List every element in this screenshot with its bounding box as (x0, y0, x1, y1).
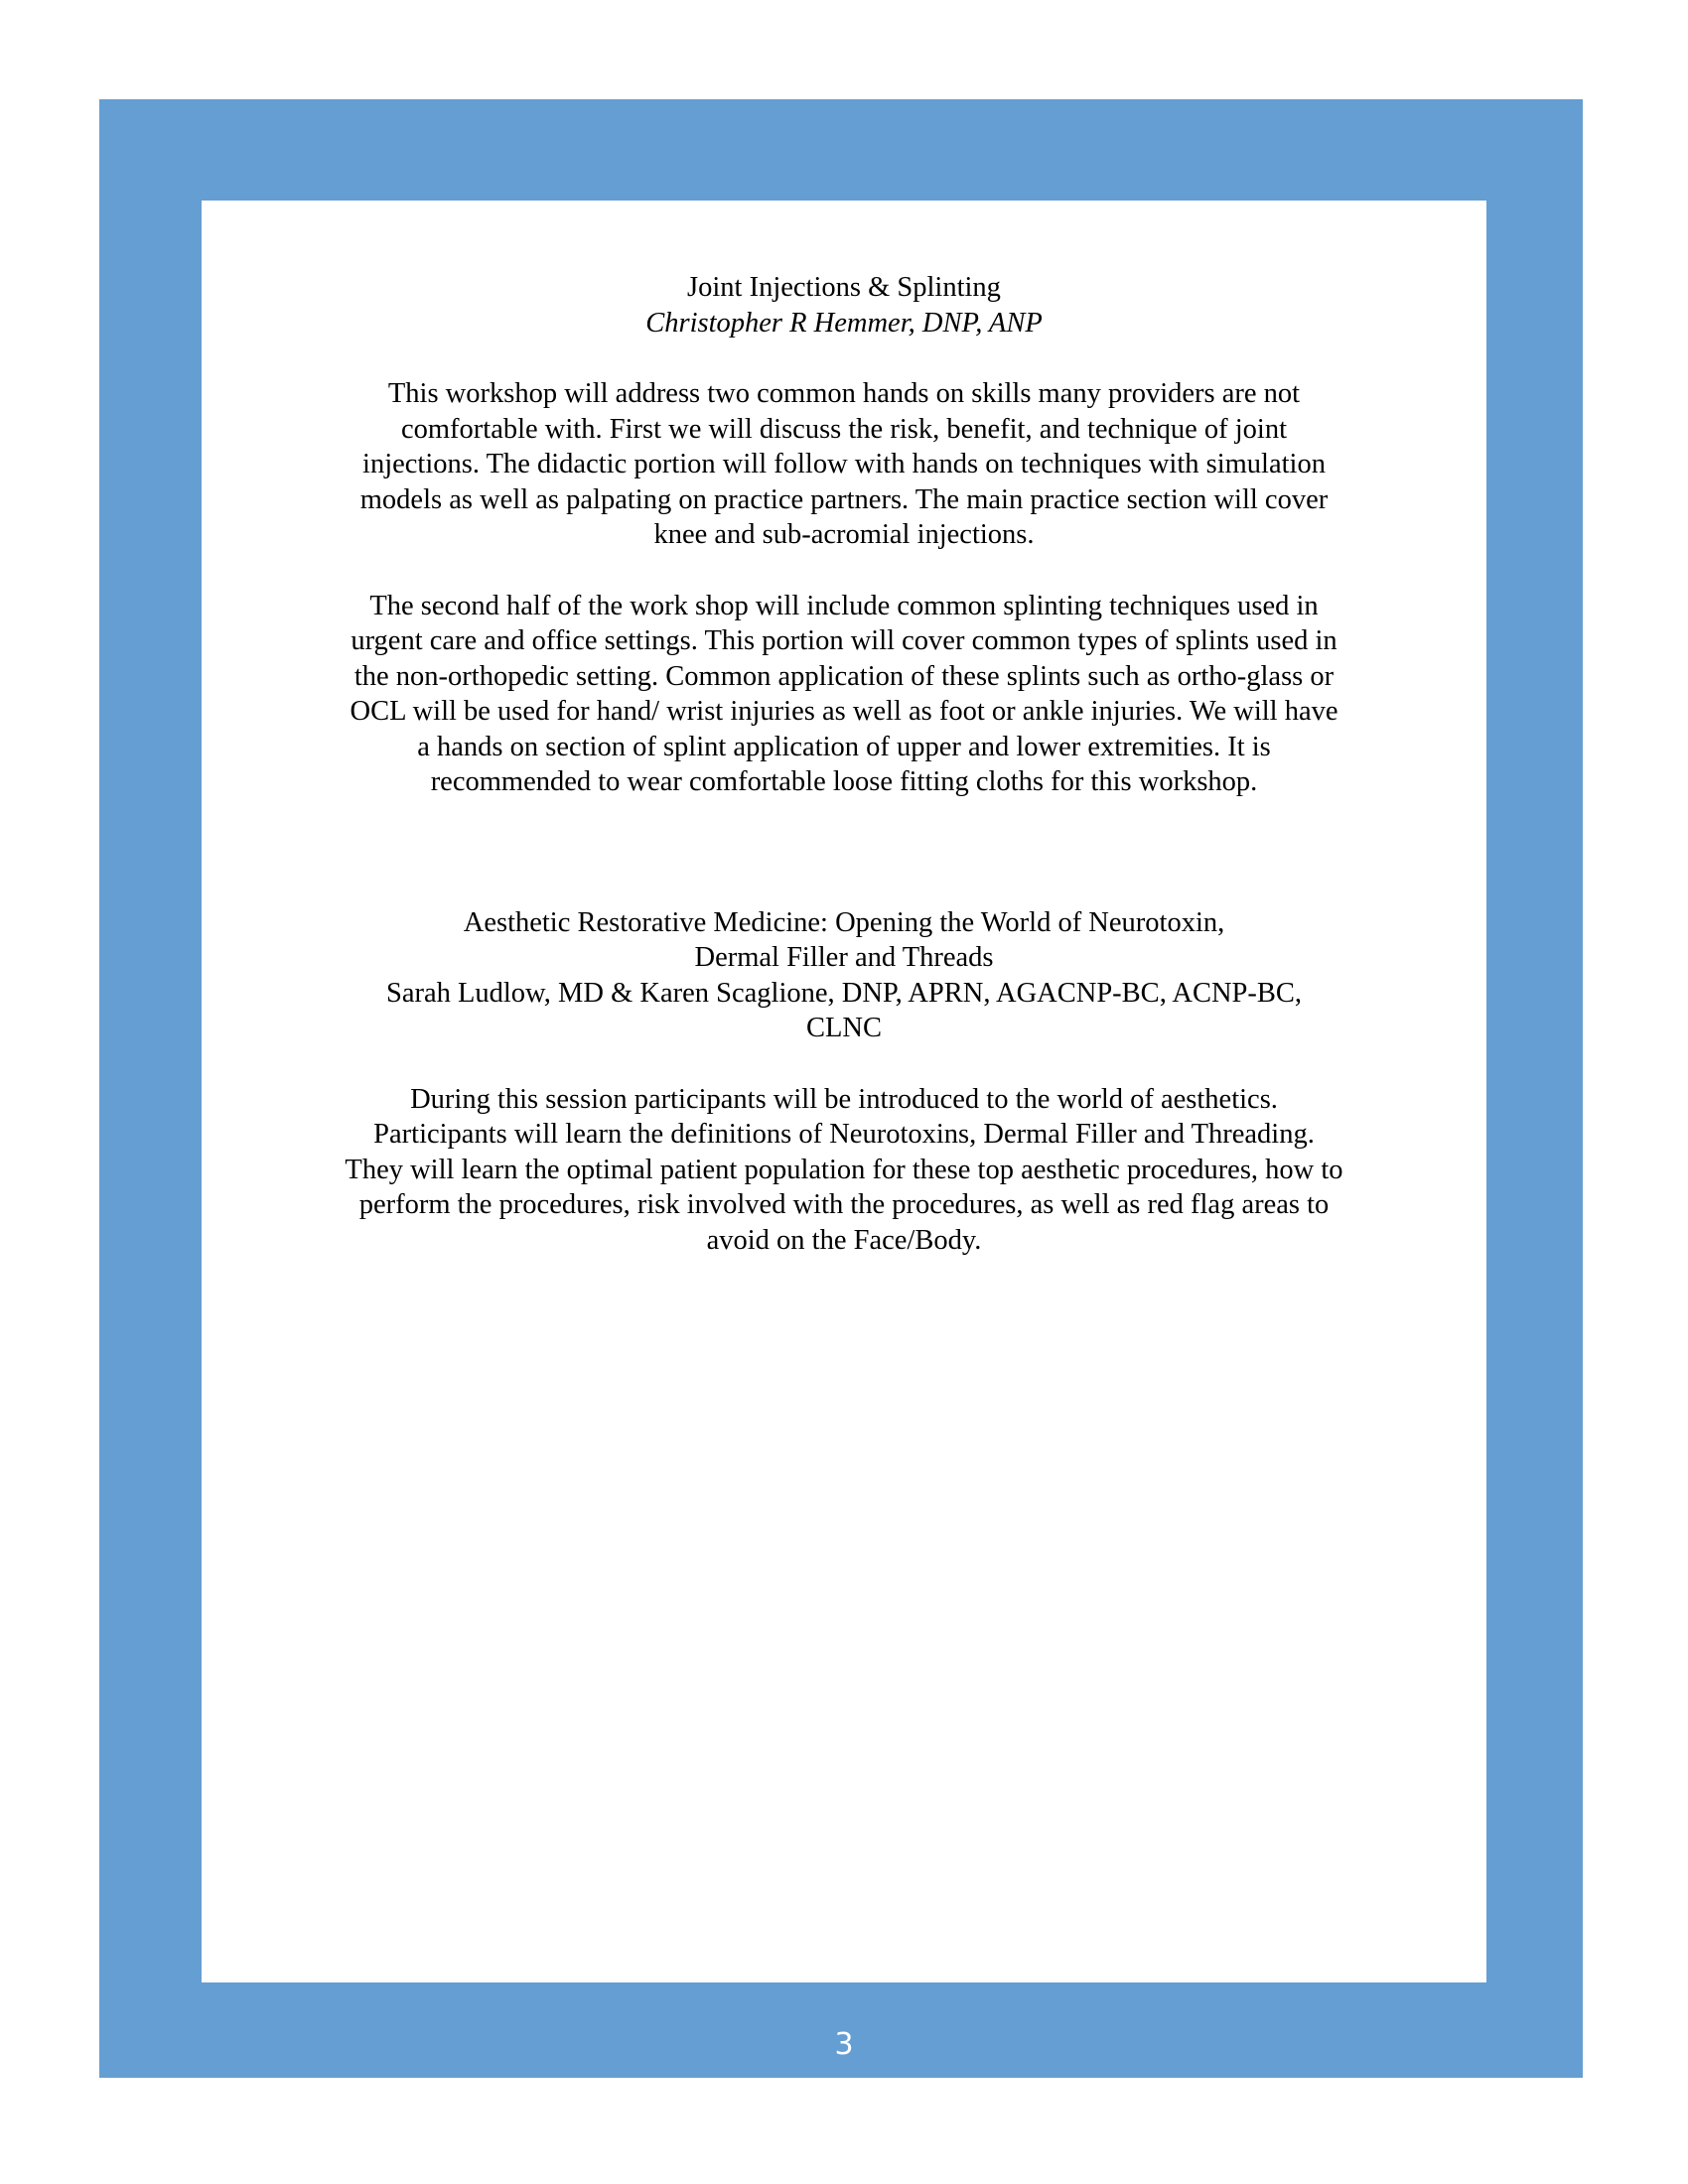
workshop-presenter: Christopher R Hemmer, DNP, ANP (645, 307, 1043, 339)
text-line: perform the procedures, risk involved with the procedures, as well as red flag areas to (358, 1189, 1330, 1220)
workshop-description-paragraph (303, 589, 1385, 800)
text-line: the non-orthopedic setting. Common application of these splints such as ortho-glass or (353, 660, 1335, 692)
text-line: This workshop will address two common hands on skills many providers are not (387, 378, 1301, 409)
text-line: During this session participants will be introduced to the world of aesthetics. (410, 1083, 1278, 1115)
text-line: models as well as palpating on practice partners. The main practice section will cover (359, 483, 1329, 515)
workshop-title: Aesthetic Restorative Medicine: Opening the World of Neurotoxin, (463, 906, 1225, 938)
document-body (202, 201, 1486, 1258)
workshop-presenter: Sarah Ludlow, MD & Karen Scaglione, DNP, APRN, AGACNP-BC, ACNP-BC, (385, 977, 1303, 1009)
text-line: OCL will be used for hand/ wrist injuries as well as foot or ankle injuries. We will have (350, 696, 1338, 727)
text-line: knee and sub-acromial injections. (653, 519, 1035, 550)
workshop-aesthetic-medicine (303, 905, 1385, 1259)
workshop-joint-injections (303, 201, 1385, 800)
text-line: They will learn the optimal patient population for these top aesthetic procedures, how to (345, 1154, 1343, 1185)
workshop-title: Joint Injections & Splinting (687, 272, 1001, 303)
text-line: urgent care and office settings. This portion will cover common types of splints used in (351, 625, 1337, 656)
page-number: 3 (834, 2027, 854, 2062)
text-line: Participants will learn the definitions of Neurotoxins, Dermal Filler and Threading. (373, 1119, 1315, 1150)
page-content-area (202, 201, 1486, 1982)
workshop-description-paragraph (303, 376, 1385, 553)
workshop-title: Dermal Filler and Threads (694, 942, 994, 973)
text-line: injections. The didactic portion will follow with hands on techniques with simulation (362, 449, 1326, 479)
text-line: recommended to wear comfortable loose fitting cloths for this workshop. (430, 766, 1258, 797)
text-line: a hands on section of splint application of upper and lower extremities. It is (417, 731, 1271, 762)
workshop-description-paragraph (303, 1082, 1385, 1259)
text-line: comfortable with. First we will discuss the risk, benefit, and technique of joint (400, 413, 1288, 445)
workshop-presenter: CLNC (805, 1013, 882, 1043)
text-line: The second half of the work shop will include common splinting techniques used in (369, 590, 1319, 621)
text-line: avoid on the Face/Body. (706, 1224, 982, 1256)
